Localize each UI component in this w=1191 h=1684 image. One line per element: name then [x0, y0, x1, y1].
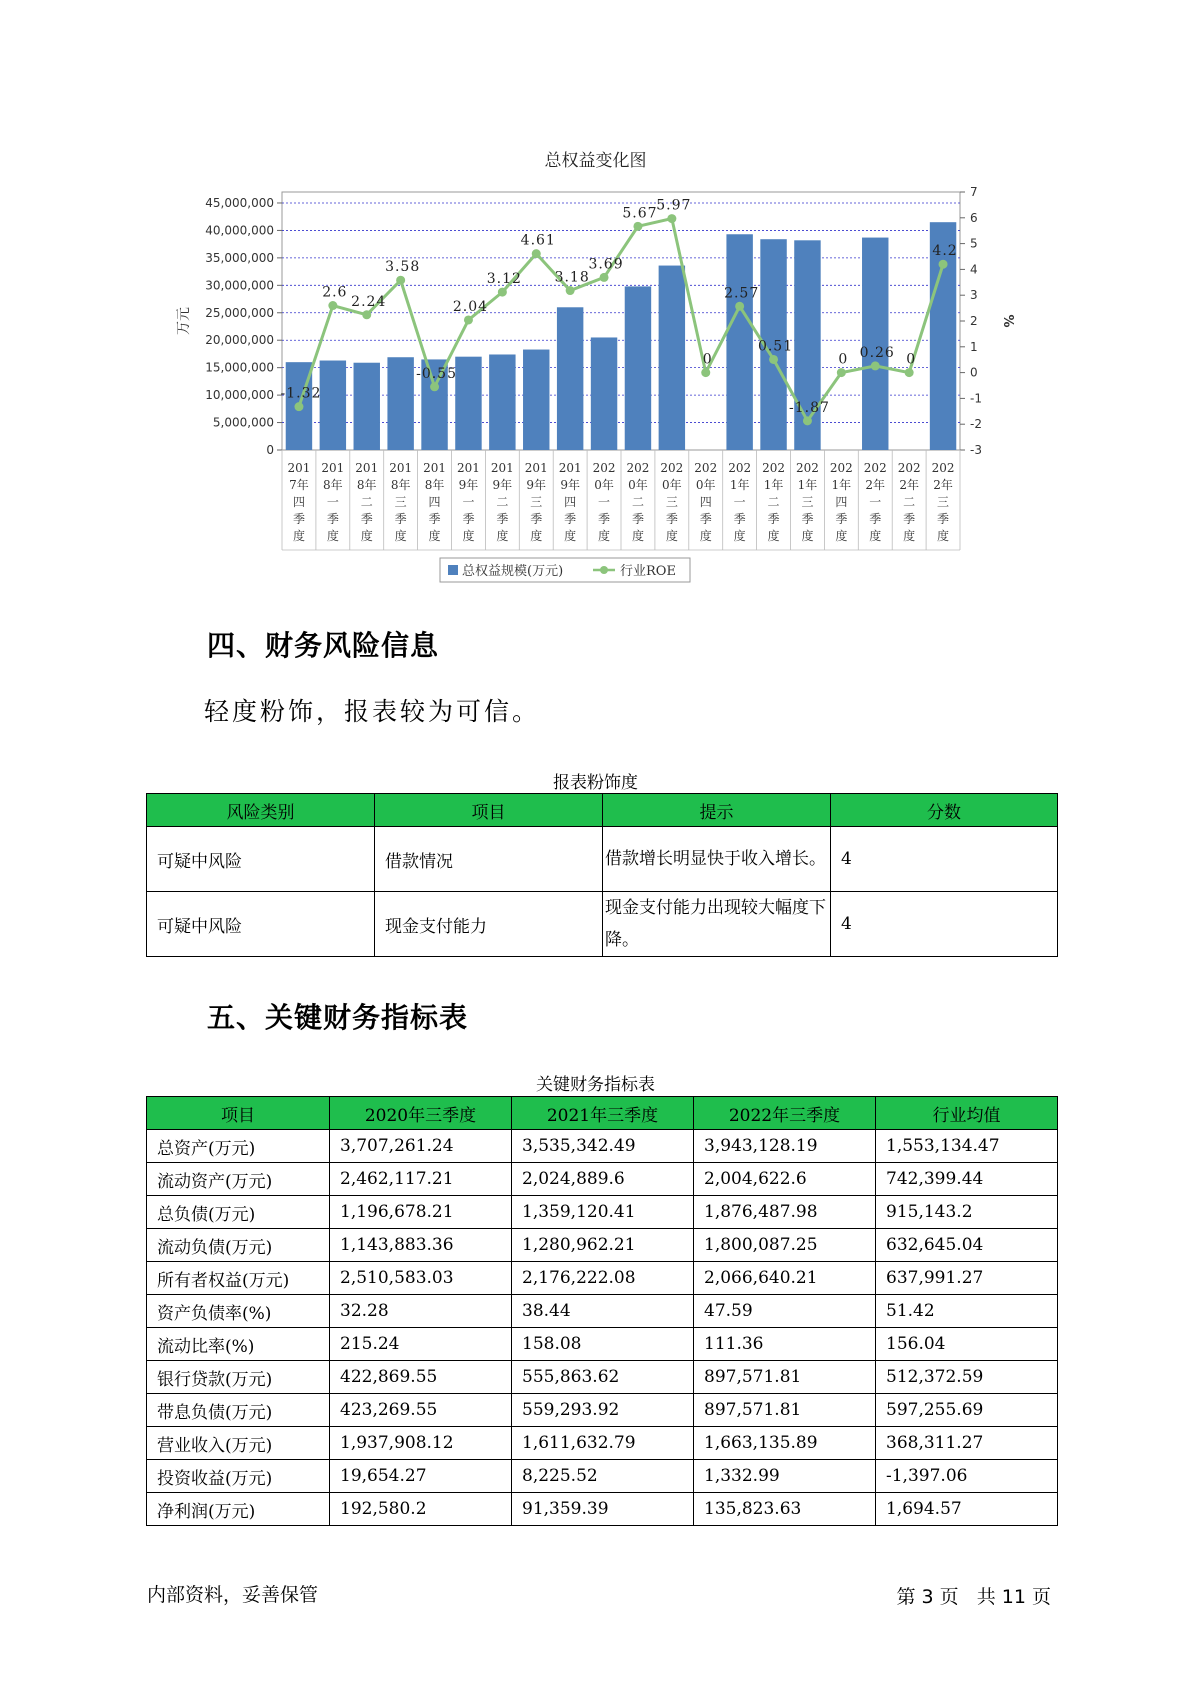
x-tick-label: 四 [564, 495, 577, 509]
roe-point [667, 214, 676, 223]
x-tick-label: 201 [321, 461, 345, 475]
x-tick-label: 四 [835, 495, 848, 509]
y-tick-label: 45,000,000 [205, 195, 274, 210]
x-tick-label: 0年 [628, 478, 648, 492]
x-tick-label: 季 [326, 512, 339, 526]
x-tick-label: 1年 [729, 478, 750, 492]
table-row [147, 1196, 1058, 1229]
x-tick-label: 季 [665, 512, 678, 526]
bar [625, 286, 651, 450]
metric-value-cell: 2,066,640.21 [694, 1262, 876, 1295]
x-tick-label: 8年 [390, 478, 411, 492]
roe-data-label: 5.97 [656, 197, 692, 214]
bar [862, 238, 888, 450]
x-tick-label: 0年 [695, 478, 716, 492]
x-tick-label: 8年 [424, 478, 445, 492]
x-tick-label: 二 [767, 495, 780, 509]
metric-name-cell: 流动比率(%) [147, 1328, 330, 1361]
column-header: 分数 [831, 794, 1058, 827]
x-tick-label: 季 [767, 512, 780, 526]
metric-value-cell: 1,359,120.41 [512, 1196, 694, 1229]
x-tick-label: 一 [326, 495, 339, 509]
column-header: 2022年三季度 [694, 1097, 876, 1130]
table-row [147, 1229, 1058, 1262]
risk-table [146, 793, 1058, 957]
x-tick-label: 1年 [763, 478, 784, 492]
table-row [147, 1427, 1058, 1460]
x-tick-label: 度 [665, 529, 678, 543]
x-tick-label: 三 [801, 495, 814, 509]
roe-data-label: 0 [838, 351, 849, 368]
metric-name-cell: 资产负债率(%) [147, 1295, 330, 1328]
bar [320, 361, 346, 450]
table-row [147, 1130, 1058, 1163]
table-row [147, 1295, 1058, 1328]
x-tick-label: 7年 [289, 478, 309, 492]
metric-value-cell: 8,225.52 [512, 1460, 694, 1493]
x-tick-label: 一 [462, 495, 475, 509]
roe-data-label: 2.6 [322, 284, 348, 301]
roe-point [566, 286, 575, 295]
y-tick-label: 10,000,000 [205, 388, 274, 403]
x-tick-label: 0年 [662, 478, 682, 492]
x-tick-label: 度 [903, 529, 916, 543]
metric-value-cell: -1,397.06 [876, 1460, 1058, 1493]
x-tick-label: 四 [699, 495, 712, 509]
roe-data-label: 2.04 [452, 298, 489, 315]
y-tick-label: 15,000,000 [205, 360, 274, 375]
metric-value-cell: 156.04 [876, 1328, 1058, 1361]
metric-value-cell: 1,937,908.12 [330, 1427, 512, 1460]
roe-point [362, 310, 371, 319]
x-tick-label: 三 [665, 495, 678, 509]
x-tick-label: 一 [869, 495, 882, 509]
roe-point [498, 288, 507, 297]
table-row [147, 1460, 1058, 1493]
x-tick-label: 201 [355, 461, 379, 475]
x-tick-label: 季 [564, 512, 577, 526]
metric-value-cell: 368,311.27 [876, 1427, 1058, 1460]
x-tick-label: 度 [733, 529, 746, 543]
x-tick-label: 2年 [865, 478, 886, 492]
table-cell: 现金支付能力出现较大幅度下降。 [603, 892, 831, 957]
metric-name-cell: 银行贷款(万元) [147, 1361, 330, 1394]
legend-label-equity: 总权益规模(万元) [462, 564, 564, 579]
metric-value-cell: 215.24 [330, 1328, 512, 1361]
metric-value-cell: 1,800,087.25 [694, 1229, 876, 1262]
metric-value-cell: 2,510,583.03 [330, 1262, 512, 1295]
x-tick-label: 四 [292, 495, 305, 509]
metric-value-cell: 897,571.81 [694, 1394, 876, 1427]
y-tick-label: 30,000,000 [205, 278, 274, 293]
table-header-row [147, 1097, 1058, 1130]
metric-value-cell: 597,255.69 [876, 1394, 1058, 1427]
x-tick-label: 四 [428, 495, 441, 509]
roe-point [328, 301, 337, 310]
x-tick-label: 202 [795, 461, 819, 475]
roe-point [294, 402, 303, 411]
y-tick-label: 5,000,000 [212, 415, 274, 430]
table-row [147, 1493, 1058, 1526]
roe-data-label: -0.55 [416, 365, 458, 382]
x-tick-label: 度 [496, 529, 509, 543]
x-tick-label: 二 [631, 495, 644, 509]
x-tick-label: 季 [801, 512, 814, 526]
metric-value-cell: 423,269.55 [330, 1394, 512, 1427]
roe-data-label: 3.69 [588, 256, 624, 273]
bar [659, 266, 685, 450]
y2-tick-label: 4 [970, 262, 978, 277]
bar [591, 337, 617, 450]
metric-name-cell: 净利润(万元) [147, 1493, 330, 1526]
metric-value-cell: 2,024,889.6 [512, 1163, 694, 1196]
roe-data-label: 4.61 [520, 232, 556, 249]
metric-value-cell: 3,943,128.19 [694, 1130, 876, 1163]
x-tick-label: 9年 [458, 478, 479, 492]
metric-name-cell: 流动资产(万元) [147, 1163, 330, 1196]
y-tick-label: 20,000,000 [205, 333, 274, 348]
x-tick-label: 9年 [560, 478, 580, 492]
x-tick-label: 季 [733, 512, 746, 526]
x-tick-label: 201 [456, 461, 480, 475]
x-tick-label: 度 [394, 529, 407, 543]
metric-value-cell: 1,332.99 [694, 1460, 876, 1493]
roe-point [396, 276, 405, 285]
x-tick-label: 二 [360, 495, 373, 509]
metric-value-cell: 422,869.55 [330, 1361, 512, 1394]
x-tick-label: 季 [360, 512, 373, 526]
metric-value-cell: 1,663,135.89 [694, 1427, 876, 1460]
metric-name-cell: 营业收入(万元) [147, 1427, 330, 1460]
table-header-row [147, 794, 1058, 827]
metric-value-cell: 742,399.44 [876, 1163, 1058, 1196]
x-tick-label: 202 [897, 461, 921, 475]
metric-name-cell: 带息负债(万元) [147, 1394, 330, 1427]
x-tick-label: 度 [292, 529, 305, 543]
table-row [147, 1328, 1058, 1361]
kpi-table-caption: 关键财务指标表 [536, 1075, 655, 1095]
column-header: 提示 [603, 794, 831, 827]
legend-swatch-bar [448, 565, 458, 575]
x-tick-label: 202 [592, 461, 616, 475]
metric-value-cell: 637,991.27 [876, 1262, 1058, 1295]
x-tick-label: 202 [762, 461, 786, 475]
table-cell: 可疑中风险 [147, 827, 375, 892]
metric-value-cell: 1,280,962.21 [512, 1229, 694, 1262]
x-tick-label: 1年 [797, 478, 818, 492]
y-tick-label: 35,000,000 [205, 250, 274, 265]
x-tick-label: 季 [903, 512, 916, 526]
x-tick-label: 季 [937, 512, 950, 526]
x-tick-label: 度 [869, 529, 882, 543]
table-cell: 借款情况 [375, 827, 603, 892]
y-axis-title: 万元 [176, 307, 192, 335]
roe-point [939, 260, 948, 269]
y-tick-label: 40,000,000 [205, 223, 274, 238]
y2-tick-label: 1 [970, 339, 978, 354]
bar [726, 234, 752, 450]
x-tick-label: 三 [394, 495, 407, 509]
y-tick-label: 0 [266, 443, 274, 457]
metric-value-cell: 512,372.59 [876, 1361, 1058, 1394]
metric-value-cell: 555,863.62 [512, 1361, 694, 1394]
roe-data-label: 5.67 [622, 205, 658, 222]
risk-table-caption: 报表粉饰度 [553, 773, 638, 793]
bar [354, 363, 380, 450]
roe-data-label: 3.58 [385, 259, 421, 276]
chart-title: 总权益变化图 [544, 151, 647, 171]
x-tick-label: 二 [496, 495, 509, 509]
x-tick-label: 度 [801, 529, 814, 543]
bar [455, 357, 481, 450]
metric-value-cell: 3,535,342.49 [512, 1130, 694, 1163]
table-row [147, 827, 1058, 892]
x-tick-label: 度 [326, 529, 339, 543]
metric-value-cell: 1,196,678.21 [330, 1196, 512, 1229]
metric-value-cell: 915,143.2 [876, 1196, 1058, 1229]
x-tick-label: 202 [626, 461, 650, 475]
x-tick-label: 8年 [356, 478, 377, 492]
metric-value-cell: 1,694.57 [876, 1493, 1058, 1526]
y2-tick-label: -1 [970, 391, 982, 406]
x-tick-label: 二 [903, 495, 916, 509]
roe-point [464, 315, 473, 324]
roe-data-label: -1.32 [280, 385, 322, 402]
roe-point [769, 355, 778, 364]
metric-value-cell: 47.59 [694, 1295, 876, 1328]
section-heading-risk: 四、财务风险信息 [207, 629, 440, 662]
x-tick-label: 1年 [831, 478, 852, 492]
roe-data-label: 0 [906, 351, 917, 368]
footer-confidential-note: 内部资料，妥善保管 [147, 1584, 319, 1606]
x-tick-label: 201 [524, 461, 548, 475]
metric-name-cell: 所有者权益(万元) [147, 1262, 330, 1295]
roe-data-label: 3.18 [554, 269, 590, 286]
table-row [147, 1262, 1058, 1295]
x-tick-label: 度 [564, 529, 577, 543]
footer-page-number: 第 3 页 共 11 页 [896, 1586, 1051, 1608]
y2-tick-label: -3 [970, 443, 982, 457]
roe-data-label: 2.57 [724, 285, 760, 302]
x-tick-label: 201 [490, 461, 514, 475]
x-tick-label: 季 [394, 512, 407, 526]
metric-value-cell: 51.42 [876, 1295, 1058, 1328]
x-tick-label: 202 [694, 461, 718, 475]
x-tick-label: 度 [530, 529, 543, 543]
metric-value-cell: 38.44 [512, 1295, 694, 1328]
legend-swatch-point [600, 566, 608, 574]
metric-value-cell: 32.28 [330, 1295, 512, 1328]
x-tick-label: 度 [937, 529, 950, 543]
roe-point [430, 382, 439, 391]
x-tick-label: 度 [835, 529, 848, 543]
table-cell: 4 [831, 892, 1058, 957]
roe-data-label: 0.51 [757, 338, 794, 355]
x-tick-label: 季 [631, 512, 644, 526]
roe-data-label: 0 [702, 351, 713, 368]
y2-tick-label: 0 [970, 365, 978, 380]
metric-value-cell: 91,359.39 [512, 1493, 694, 1526]
metric-value-cell: 111.36 [694, 1328, 876, 1361]
roe-data-label: 3.12 [486, 271, 522, 288]
bar [489, 354, 515, 450]
x-tick-label: 202 [829, 461, 853, 475]
metric-value-cell: 2,462,117.21 [330, 1163, 512, 1196]
bar [523, 350, 549, 450]
metric-value-cell: 2,004,622.6 [694, 1163, 876, 1196]
metric-value-cell: 19,654.27 [330, 1460, 512, 1493]
metric-value-cell: 1,143,883.36 [330, 1229, 512, 1262]
metric-value-cell: 632,645.04 [876, 1229, 1058, 1262]
x-tick-label: 201 [558, 461, 582, 475]
metric-name-cell: 投资收益(万元) [147, 1460, 330, 1493]
metric-value-cell: 897,571.81 [694, 1361, 876, 1394]
section-heading-kpi: 五、关键财务指标表 [207, 1001, 469, 1034]
y2-axis-title: % [1000, 314, 1015, 328]
roe-data-label: 2.24 [351, 293, 387, 310]
x-tick-label: 201 [389, 461, 413, 475]
roe-data-label: 4.2 [932, 243, 958, 260]
roe-point [905, 368, 914, 377]
roe-point [837, 368, 846, 377]
roe-point [701, 368, 710, 377]
x-tick-label: 度 [598, 529, 611, 543]
metric-value-cell: 158.08 [512, 1328, 694, 1361]
roe-point [871, 361, 880, 370]
kpi-table [146, 1096, 1058, 1526]
x-tick-label: 0年 [594, 478, 614, 492]
bar [557, 307, 583, 450]
x-tick-label: 201 [287, 461, 311, 475]
table-cell: 借款增长明显快于收入增长。 [603, 827, 831, 892]
x-tick-label: 度 [428, 529, 441, 543]
x-tick-label: 季 [462, 512, 475, 526]
y2-tick-label: 7 [970, 185, 978, 199]
x-tick-label: 度 [360, 529, 373, 543]
column-header: 风险类别 [147, 794, 375, 827]
table-row [147, 1394, 1058, 1427]
x-tick-label: 季 [869, 512, 882, 526]
x-tick-label: 三 [530, 495, 543, 509]
column-header: 项目 [147, 1097, 330, 1130]
x-tick-label: 三 [937, 495, 950, 509]
table-cell: 4 [831, 827, 1058, 892]
x-tick-label: 9年 [492, 478, 513, 492]
metric-value-cell: 1,611,632.79 [512, 1427, 694, 1460]
x-tick-label: 度 [699, 529, 712, 543]
metric-value-cell: 559,293.92 [512, 1394, 694, 1427]
table-row [147, 1163, 1058, 1196]
x-tick-label: 度 [462, 529, 475, 543]
x-tick-label: 9年 [526, 478, 547, 492]
metric-value-cell: 3,707,261.24 [330, 1130, 512, 1163]
x-tick-label: 季 [292, 512, 305, 526]
y2-tick-label: 3 [970, 288, 978, 303]
y-tick-label: 25,000,000 [205, 305, 274, 320]
metric-name-cell: 流动负债(万元) [147, 1229, 330, 1262]
x-tick-label: 202 [660, 461, 684, 475]
x-tick-label: 季 [428, 512, 441, 526]
x-tick-label: 8年 [323, 478, 343, 492]
column-header: 项目 [375, 794, 603, 827]
y2-tick-label: 2 [970, 314, 978, 328]
roe-point [803, 416, 812, 425]
roe-point [600, 273, 609, 282]
x-tick-label: 2年 [899, 478, 919, 492]
table-cell: 可疑中风险 [147, 892, 375, 957]
equity-chart [160, 170, 1030, 600]
x-tick-label: 季 [598, 512, 611, 526]
x-tick-label: 季 [699, 512, 712, 526]
x-tick-label: 一 [733, 495, 746, 509]
legend-label-roe: 行业ROE [620, 564, 676, 579]
x-tick-label: 季 [530, 512, 543, 526]
roe-data-label: 0.26 [859, 344, 895, 361]
x-tick-label: 季 [496, 512, 509, 526]
x-tick-label: 一 [598, 495, 611, 509]
roe-point [532, 249, 541, 258]
roe-data-label: -1.87 [788, 399, 830, 416]
roe-point [735, 302, 744, 311]
x-tick-label: 202 [863, 461, 887, 475]
column-header: 行业均值 [876, 1097, 1058, 1130]
y2-tick-label: 6 [970, 210, 978, 225]
metric-value-cell: 192,580.2 [330, 1493, 512, 1526]
x-tick-label: 2年 [933, 478, 953, 492]
x-tick-label: 季 [835, 512, 848, 526]
y2-tick-label: 5 [970, 236, 978, 251]
metric-value-cell: 135,823.63 [694, 1493, 876, 1526]
x-tick-label: 202 [728, 461, 752, 475]
metric-value-cell: 1,876,487.98 [694, 1196, 876, 1229]
table-cell: 现金支付能力 [375, 892, 603, 957]
metric-name-cell: 总资产(万元) [147, 1130, 330, 1163]
bar [387, 357, 413, 450]
x-tick-label: 度 [767, 529, 780, 543]
roe-point [633, 222, 642, 231]
metric-value-cell: 1,553,134.47 [876, 1130, 1058, 1163]
column-header: 2020年三季度 [330, 1097, 512, 1130]
table-row [147, 1361, 1058, 1394]
metric-name-cell: 总负债(万元) [147, 1196, 330, 1229]
x-tick-label: 201 [423, 461, 447, 475]
table-row [147, 892, 1058, 957]
x-tick-label: 202 [931, 461, 955, 475]
y2-tick-label: -2 [970, 417, 982, 432]
x-tick-label: 度 [631, 529, 644, 543]
metric-value-cell: 2,176,222.08 [512, 1262, 694, 1295]
risk-summary-text: 轻度粉饰，报表较为可信。 [204, 697, 541, 726]
column-header: 2021年三季度 [512, 1097, 694, 1130]
